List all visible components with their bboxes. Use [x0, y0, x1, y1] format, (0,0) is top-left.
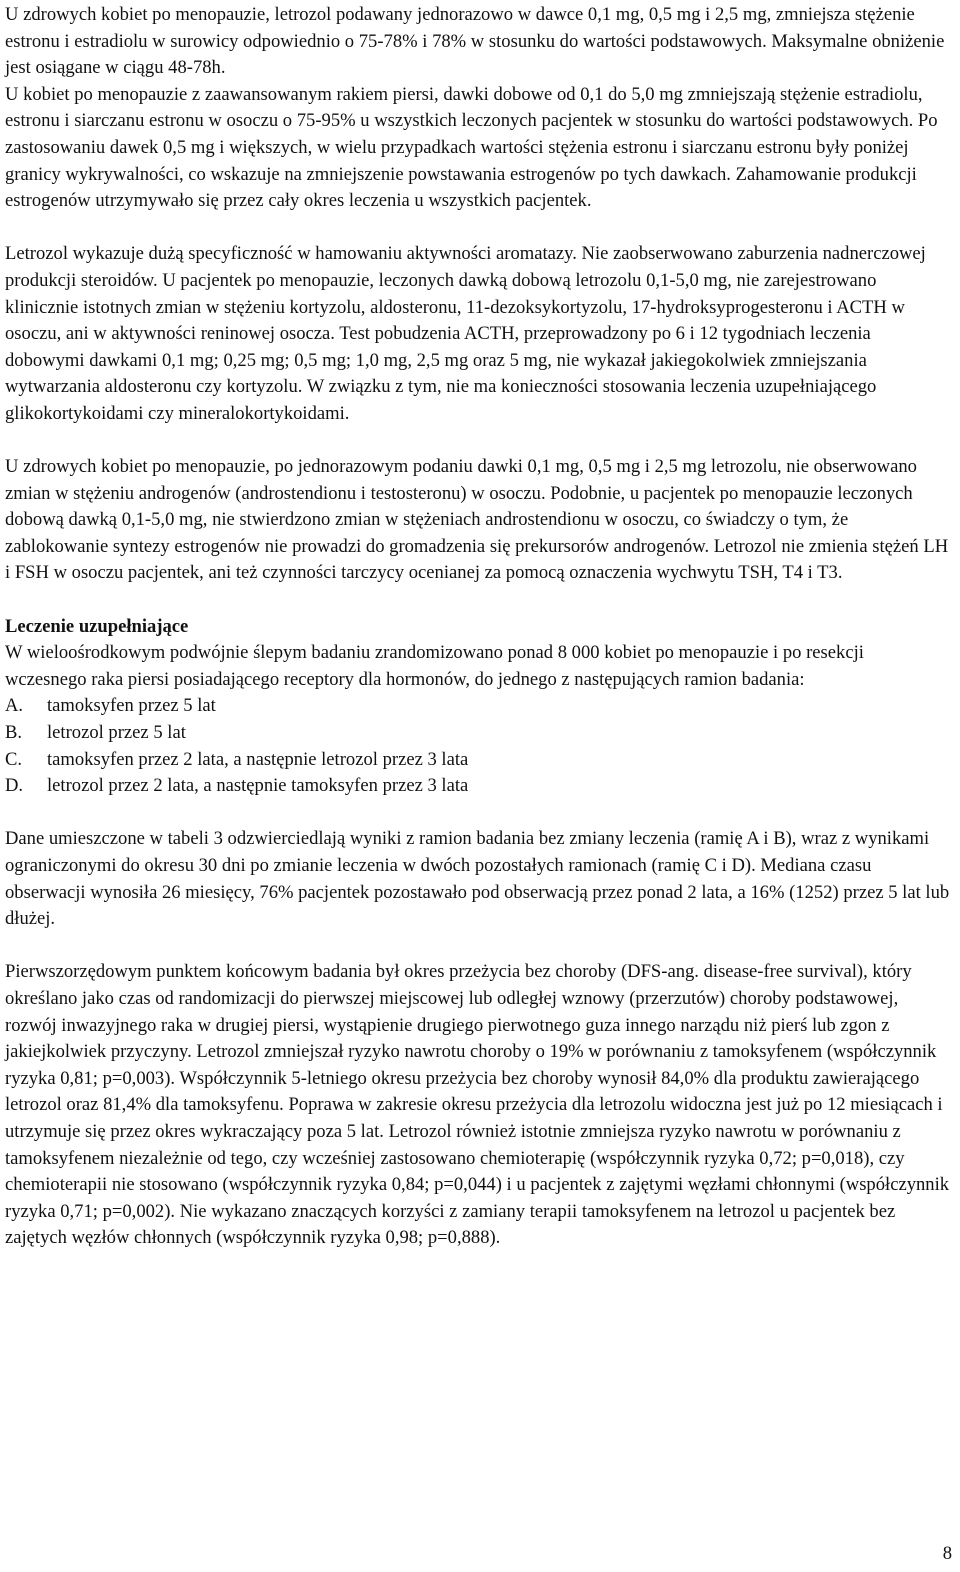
list-marker: D. [5, 775, 24, 797]
list-marker: B. [5, 722, 23, 744]
paragraph-dfs-results: Pierwszorzędowym punktem końcowym badania był okres przeżycia bez choroby (DFS-ang. disease-free survival), który określano jako czas od randomizacji do pierwszej miejscowej lub odległej wznowy (przerzutów) choroby podstawowej, rozwój inwazyjnego raka w drugiej piersi, wystąpienie drugiego pierwotnego guza innego narządu niż pierś lub zgon z jakiejkolwiek przyczyny. Letrozol zmniejszał ryzyko nawrotu choroby o 19% w porównaniu z tamoksyfenem (współczynnik ryzyka 0,81; p=0,003). Współczynnik 5-letniego okresu przeżycia bez choroby wynosił 84,0% dla produktu zawierającego letrozol oraz 81,4% dla tamoksyfenu. Poprawa w zakresie okresu przeżycia dla letrozolu widoczna jest już po 12 miesiącach i utrzymuje się przez okres wykraczający poza 5 lat. Letrozol również istotnie zmniejsza ryzyko nawrotu w porównaniu z tamoksyfenem niezależnie od tego, czy wcześniej zastosowano chemioterapię (współczynnik ryzyka 0,72; p=0,018), czy chemioterapii nie stosowano (współczynnik ryzyka 0,84; p=0,044) i u pacjentek z zajętymi węzłami chłonnymi (współczynnik ryzyka 0,71; p=0,002). Nie wykazano znaczących korzyści z zamiany terapii tamoksyfenem na letrozol u pacjentek bez zajętych węzłów chłonnych (współczynnik ryzyka 0,98; p=0,888). [5, 961, 950, 1249]
list-item [5, 747, 950, 774]
study-arms-list [5, 693, 950, 799]
list-item-text: letrozol przez 5 lat [47, 722, 186, 744]
list-item [5, 720, 950, 747]
list-item [5, 773, 950, 800]
section-title-adjuvant: Leczenie uzupełniające [5, 615, 189, 637]
page-number: 8 [942, 1543, 952, 1565]
paragraph-table-3-description: Dane umieszczone w tabeli 3 odzwierciedlają wyniki z ramion badania bez zmiany leczenia (ramię A i B), wraz z wynikami ograniczonymi do okresu 30 dni po zmianie leczenia w dwóch pozostałych ramionach (ramię C i D). Mediana czasu obserwacji wynosiła 26 miesięcy, 76% pacjentek pozostawało pod obserwacją przez ponad 2 lata, a 16% (1252) przez 5 lat lub dłużej. [5, 828, 950, 930]
document-page [5, 2, 950, 1252]
list-marker: C. [5, 748, 23, 770]
paragraph-androgens: U zdrowych kobiet po menopauzie, po jednorazowym podaniu dawki 0,1 mg, 0,5 mg i 2,5 mg letrozolu, nie obserwowano zmian w stężeniu androgenów (androstendionu i testosteronu) w osoczu. Podobnie, u pacjentek po menopauzie leczonych dobową dawką 0,1-5,0 mg, nie stwierdzono zmian w stężeniach androstendionu w osoczu, co świadczy o tym, że zablokowanie syntezy estrogenów nie prowadzi do gromadzenia się prekursorów androgenów. Letrozol nie zmienia stężeń LH i FSH w osoczu pacjentek, ani też czynności tarczycy ocenianej za pomocą oznaczenia wychwytu TSH, T4 i T3. [5, 456, 949, 584]
list-marker: A. [5, 695, 24, 717]
paragraph-aromatase-specificity: Letrozol wykazuje dużą specyficzność w hamowaniu aktywności aromatazy. Nie zaobserwowano zaburzenia nadnerczowej produkcji steroidów. U pacjentek po menopauzie, leczonych dawką dobową letrozolu 0,1-5,0 mg, nie zarejestrowano klinicznie istotnych zmian w stężeniu kortyzolu, aldosteronu, 11-dezoksykortyzolu, 17-hydroksyprogesteronu i ACTH w osoczu, ani w aktywności reninowej osocza. Test pobudzenia ACTH, przeprowadzony po 6 i 12 tygodniach leczenia dobowymi dawkami 0,1 mg; 0,25 mg; 0,5 mg; 1,0 mg, 2,5 mg oraz 5 mg, nie wykazał jakiegokolwiek zmniejszania wytwarzania aldosteronu czy kortyzolu. W związku z tym, nie ma konieczności stosowania leczenia uzupełniającego glikokortykoidami czy mineralokortykoidami. [5, 243, 926, 424]
list-item-text: tamoksyfen przez 2 lata, a następnie letrozol przez 3 lata [47, 748, 469, 770]
paragraph-adjuvant-intro: W wieloośrodkowym podwójnie ślepym badaniu zrandomizowano ponad 8 000 kobiet po menopauzie i po resekcji wczesnego raka piersi posiadającego receptory dla hormonów, do jednego z następujących ramion badania: [5, 642, 864, 690]
list-item [5, 693, 950, 720]
paragraph-advanced-breast-cancer: U kobiet po menopauzie z zaawansowanym rakiem piersi, dawki dobowe od 0,1 do 5,0 mg zmniejszają stężenie estradiolu, estronu i siarczanu estronu w osoczu o 75-95% u wszystkich leczonych pacjentek w stosunku do wartości podstawowych. Po zastosowaniu dawek 0,5 mg i większych, w wielu przypadkach wartości stężenia estronu i siarczanu estronu były poniżej granicy wykrywalności, co wskazuje na zmniejszenie powstawania estrogenów po tych dawkach. Zahamowanie produkcji estrogenów utrzymywało się przez cały okres leczenia u wszystkich pacjentek. [5, 83, 938, 212]
list-item-text: letrozol przez 2 lata, a następnie tamoksyfen przez 3 lata [47, 775, 469, 797]
list-item-text: tamoksyfen przez 5 lat [47, 695, 216, 717]
paragraph-estrone-reduction-healthy: U zdrowych kobiet po menopauzie, letrozol podawany jednorazowo w dawce 0,1 mg, 0,5 mg i 2,5 mg, zmniejsza stężenie estronu i estradiolu w surowicy odpowiednio o 75-78% i 78% w stosunku do wartości podstawowych. Maksymalne obniżenie jest osiągane w ciągu 48-78h. [5, 4, 945, 79]
